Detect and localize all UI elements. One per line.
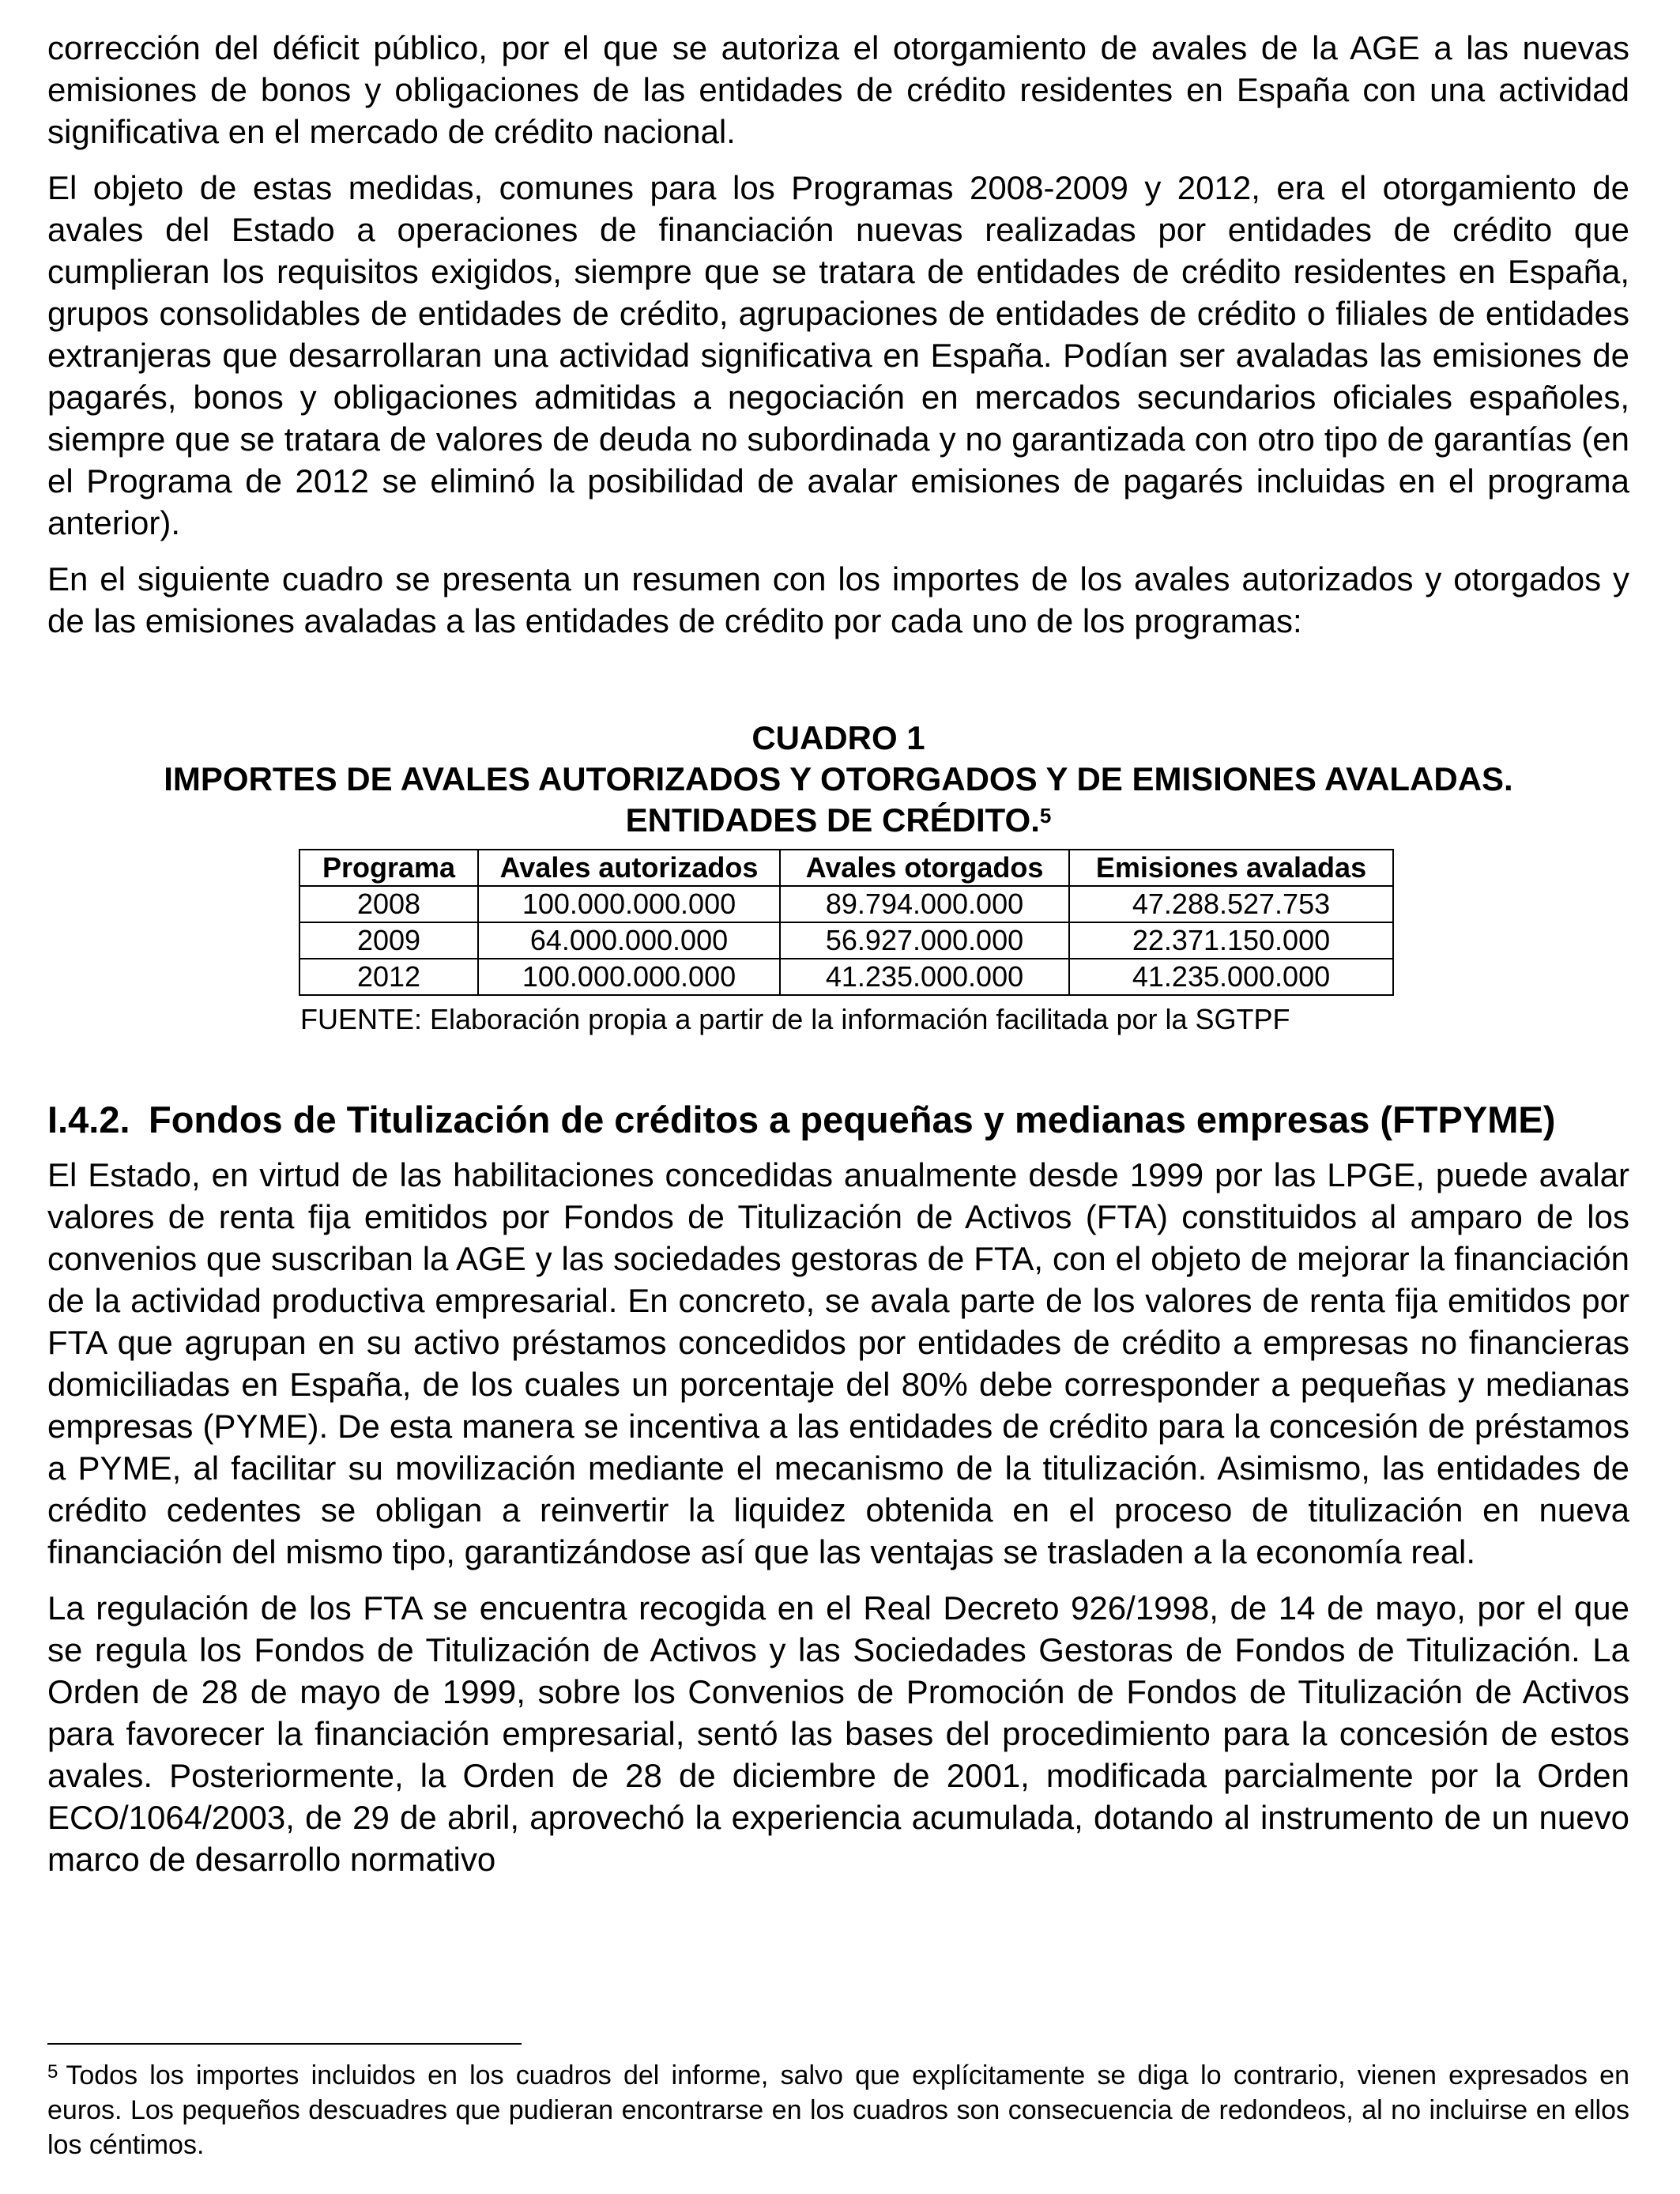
guarantees-table xyxy=(299,849,1394,996)
section-title-text: Fondos de Titulización de créditos a pequeñas y medianas empresas (FTPYME) xyxy=(149,1099,1556,1140)
caption-line-3 xyxy=(47,800,1629,841)
paragraph-intro-continuation: corrección del déficit público, por el que se autoriza el otorgamiento de avales de la AGE a las nuevas emisiones de bonos y obligaciones de las entidades de crédito residentes en España con una actividad significativa en el mercado de crédito nacional. xyxy=(47,29,1629,150)
header-avales-otorgados: Avales otorgados xyxy=(780,850,1069,886)
paragraph-table-intro: En el siguiente cuadro se presenta un resumen con los importes de los avales autorizados y otorgados y de las emisiones avaladas a las entidades de crédito por cada uno de los programas: xyxy=(47,560,1629,639)
header-programa: Programa xyxy=(299,850,478,886)
document-page xyxy=(47,27,1629,1894)
table-row xyxy=(299,886,1393,922)
table-row xyxy=(299,922,1393,959)
caption-line-1: CUADRO 1 xyxy=(751,719,925,756)
table-row xyxy=(299,959,1393,995)
header-emisiones-avaladas: Emisiones avaladas xyxy=(1069,850,1393,886)
cell-emisiones: 41.235.000.000 xyxy=(1069,959,1393,995)
paragraph-measures-object: El objeto de estas medidas, comunes para los Programas 2008-2009 y 2012, era el otorgamiento de avales del Estado a operaciones de financiación nuevas realizadas por entidades de crédito que cumplieran los requisitos exigidos, siempre que se tratara de entidades de crédito residentes en España, grupos consolidables de entidades de crédito, agrupaciones de entidades de crédito o filiales de entidades extranjeras que desarrollaran una actividad significativa en España. Podían ser avaladas las emisiones de pagarés, bonos y obligaciones admitidas a negociación en mercados secundarios oficiales españoles, siempre que se tratara de valores de deuda no subordinada y no garantizada con otro tipo de garantías (en el Programa de 2012 se eliminó la posibilidad de avalar emisiones de pagarés incluidas en el programa anterior). xyxy=(47,169,1629,541)
cell-programa: 2009 xyxy=(299,922,478,959)
header-avales-autorizados: Avales autorizados xyxy=(478,850,780,886)
cell-autorizados: 100.000.000.000 xyxy=(478,886,780,922)
cell-otorgados: 89.794.000.000 xyxy=(780,886,1069,922)
cell-otorgados: 56.927.000.000 xyxy=(780,922,1069,959)
footnote-separator xyxy=(47,2043,522,2045)
paragraph-ftpyme-regulation: La regulación de los FTA se encuentra recogida en el Real Decreto 926/1998, de 14 de mayo, por el que se regula los Fondos de Titulización de Activos y las Sociedades Gestoras de Fondos de Titulización. La Orden de 28 de mayo de 1999, sobre los Convenios de Promoción de Fondos de Titulización de Activos para favorecer la financiación empresarial, sentó las bases del procedimiento para la concesión de estos avales. Posteriormente, la Orden de 28 de diciembre de 2001, modificada parcialmente por la Orden ECO/1064/2003, de 29 de abril, aprovechó la experiencia acumulada, dotando al instrumento de un nuevo marco de desarrollo normativo xyxy=(47,1589,1629,1878)
caption-footnote-ref: 5 xyxy=(1039,804,1052,827)
cell-autorizados: 100.000.000.000 xyxy=(478,959,780,995)
section-heading xyxy=(47,1099,1629,1141)
section-number: I.4.2. xyxy=(47,1099,130,1140)
table-header-row xyxy=(299,850,1393,886)
cell-emisiones: 22.371.150.000 xyxy=(1069,922,1393,959)
table-source: FUENTE: Elaboración propia a partir de la información facilitada por la SGTPF xyxy=(300,1003,1290,1035)
cell-otorgados: 41.235.000.000 xyxy=(780,959,1069,995)
caption-line-3-text: ENTIDADES DE CRÉDITO. xyxy=(625,801,1040,839)
cell-programa: 2008 xyxy=(299,886,478,922)
cell-autorizados: 64.000.000.000 xyxy=(478,922,780,959)
cell-emisiones: 47.288.527.753 xyxy=(1069,886,1393,922)
caption-line-2: IMPORTES DE AVALES AUTORIZADOS Y OTORGADOS Y DE EMISIONES AVALADAS. xyxy=(164,760,1513,797)
footnote xyxy=(47,2058,1629,2162)
cell-programa: 2012 xyxy=(299,959,478,995)
table-caption xyxy=(47,718,1629,841)
paragraph-ftpyme-overview: El Estado, en virtud de las habilitaciones concedidas anualmente desde 1999 por las LPGE, puede avalar valores de renta fija emitidos por Fondos de Titulización de Activos (FTA) constituidos al amparo de los convenios que suscriban la AGE y las sociedades gestoras de FTA, con el objeto de mejorar la financiación de la actividad productiva empresarial. En concreto, se avala parte de los valores de renta fija emitidos por FTA que agrupan en su activo préstamos concedidos por entidades de crédito a empresas no financieras domiciliadas en España, de los cuales un porcentaje del 80% debe corresponder a pequeñas y medianas empresas (PYME). De esta manera se incentiva a las entidades de crédito para la concesión de préstamos a PYME, al facilitar su movilización mediante el mecanismo de la titulización. Asimismo, las entidades de crédito cedentes se obligan a reinvertir la liquidez obtenida en el proceso de titulización en nueva financiación del mismo tipo, garantizándose así que las ventajas se trasladen a la economía real. xyxy=(47,1156,1629,1570)
footnote-text: Todos los importes incluidos en los cuadros del informe, salvo que explícitamente se diga lo contrario, vienen expresados en euros. Los pequeños descuadres que pudieran encontrarse en los cuadros son consecuencia de redondeos, al no incluirse en ellos los céntimos. xyxy=(47,2060,1629,2160)
footnote-number: 5 xyxy=(47,2061,58,2083)
